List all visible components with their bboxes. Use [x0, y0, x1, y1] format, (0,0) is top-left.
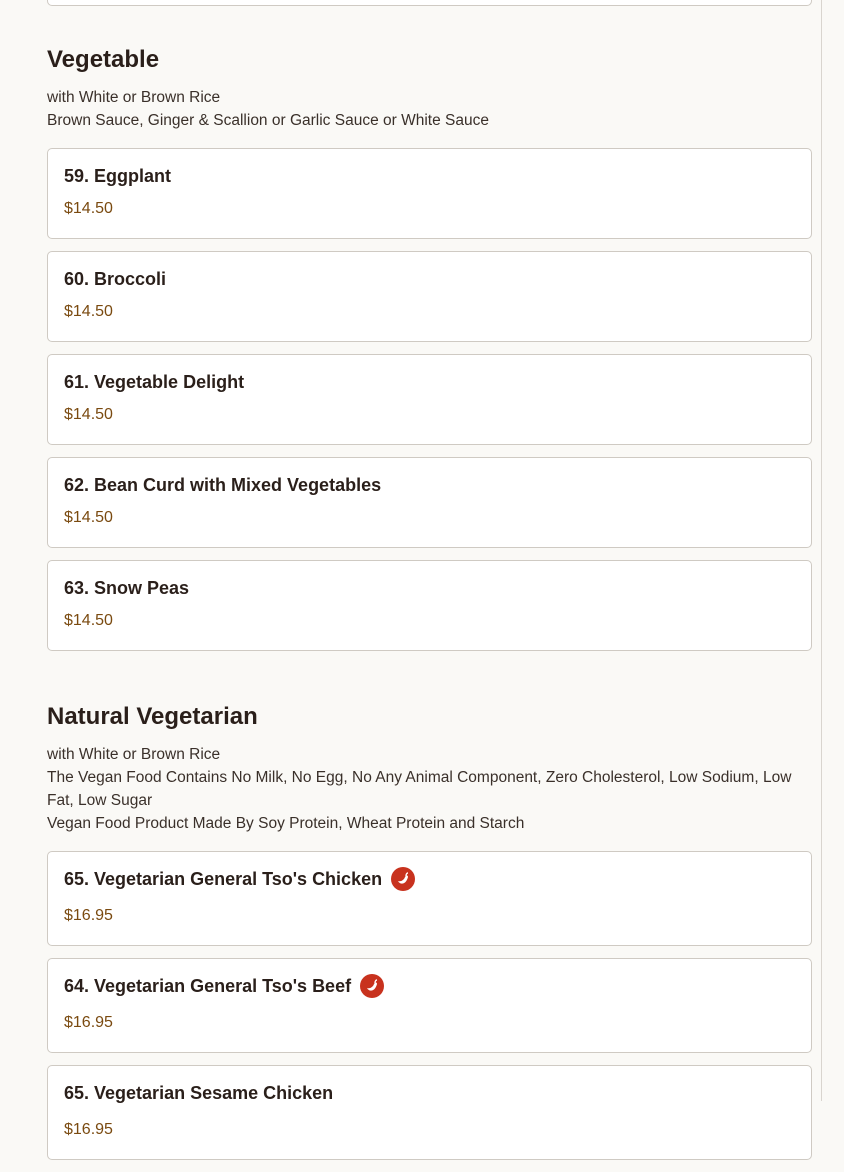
item-name: 63. Snow Peas	[64, 577, 190, 598]
menu-item-card[interactable]	[47, 148, 812, 239]
menu-item-card-partial[interactable]	[47, 0, 812, 6]
section-description-line: Vegan Food Product Made By Soy Protein, Wheat Protein and Starch	[47, 815, 525, 832]
section-description-line: with White or Brown Rice	[47, 746, 221, 763]
menu-content	[47, 0, 812, 1172]
menu-item-card[interactable]	[47, 560, 812, 651]
menu-item-card[interactable]	[47, 1065, 812, 1160]
item-price: $14.50	[64, 612, 113, 629]
item-price: $14.50	[64, 406, 113, 423]
item-name: 62. Bean Curd with Mixed Vegetables	[64, 474, 382, 495]
item-price: $16.95	[64, 1014, 113, 1031]
spicy-pepper-icon	[360, 974, 384, 998]
section-title: Vegetable	[47, 46, 160, 73]
section-vegetable-header	[47, 46, 812, 132]
section-natural-vegetarian-header	[47, 703, 812, 835]
menu-item-card[interactable]	[47, 457, 812, 548]
section-description-line: Brown Sauce, Ginger & Scallion or Garlic Sauce or White Sauce	[47, 112, 489, 129]
item-name: 65. Vegetarian Sesame Chicken	[64, 1082, 334, 1103]
item-name: 64. Vegetarian General Tso's Beef	[64, 975, 352, 996]
item-price: $14.50	[64, 200, 113, 217]
menu-item-card[interactable]	[47, 851, 812, 946]
item-price: $14.50	[64, 509, 113, 526]
section-description-line: The Vegan Food Contains No Milk, No Egg, No Any Animal Component, Zero Cholesterol, Low Sodium, Low Fat, Low Sugar	[47, 769, 792, 809]
item-name: 61. Vegetable Delight	[64, 371, 245, 392]
item-price: $16.95	[64, 907, 113, 924]
menu-item-card[interactable]	[47, 251, 812, 342]
item-name-row	[64, 976, 795, 996]
item-name-row	[64, 869, 795, 889]
item-price: $14.50	[64, 303, 113, 320]
item-price: $16.95	[64, 1121, 113, 1138]
spicy-pepper-icon	[391, 867, 415, 891]
menu-item-card[interactable]	[47, 958, 812, 1053]
menu-item-card[interactable]	[47, 354, 812, 445]
section-spacer	[47, 663, 812, 703]
section-description-line: with White or Brown Rice	[47, 89, 221, 106]
section-title: Natural Vegetarian	[47, 703, 258, 730]
item-name: 65. Vegetarian General Tso's Chicken	[64, 868, 383, 889]
item-name: 59. Eggplant	[64, 165, 172, 186]
item-name: 60. Broccoli	[64, 268, 167, 289]
